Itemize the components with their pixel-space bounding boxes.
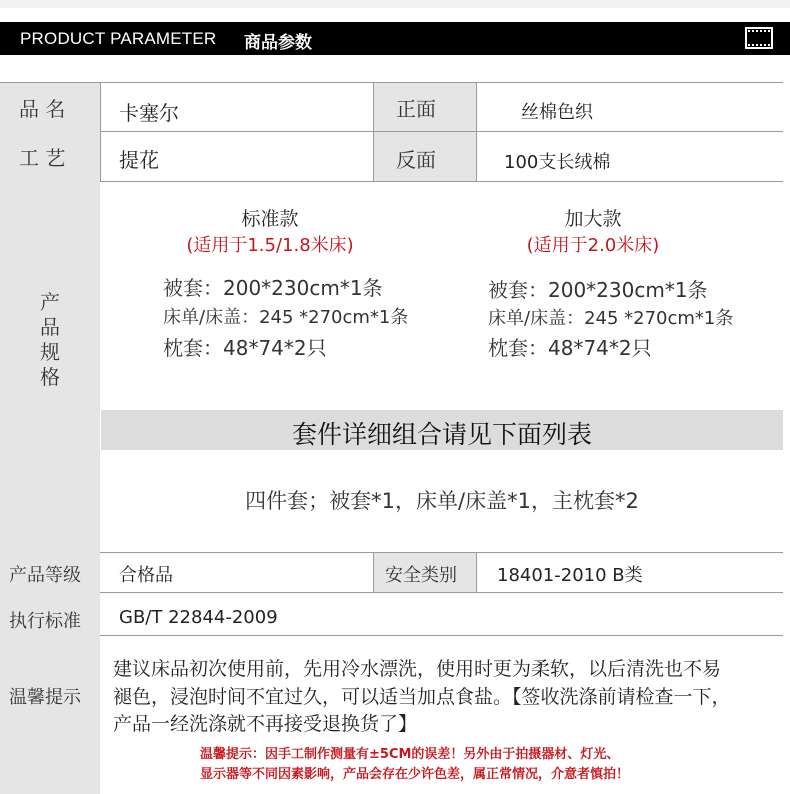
standard-spec-pillow: 枕套：48*74*2只 bbox=[163, 336, 327, 360]
craft-value: 提花 bbox=[119, 148, 159, 172]
product-name-label: 品 名 bbox=[19, 97, 66, 121]
grid-line bbox=[100, 635, 783, 636]
spec-label bbox=[38, 290, 62, 390]
grade-label: 产品等级 bbox=[9, 565, 81, 586]
grade-value: 合格品 bbox=[119, 565, 173, 586]
grid-line bbox=[100, 181, 783, 182]
grid-line bbox=[100, 131, 783, 132]
product-name-value: 卡塞尔 bbox=[119, 101, 179, 125]
spec-label-char: 规 bbox=[40, 340, 60, 364]
warning-note: 温馨提示：因手工制作测量有±5CM的误差！另外由于拍摄器材、灯光、 bbox=[200, 747, 620, 762]
back-label: 反面 bbox=[396, 148, 436, 172]
film-icon bbox=[745, 27, 773, 49]
large-spec-sheet: 床单/床盖：245 *270cm*1条 bbox=[488, 308, 734, 329]
safety-label: 安全类别 bbox=[385, 565, 457, 586]
combo-banner bbox=[101, 410, 783, 450]
tips-line: 产品一经洗涤就不再接受退换货了】 bbox=[113, 713, 418, 735]
front-label: 正面 bbox=[396, 97, 436, 121]
tips-line: 褪色，浸泡时间不宜过久，可以适当加点食盐。【签收洗涤前请检查一下， bbox=[113, 686, 731, 708]
spec-label-char: 产 bbox=[40, 290, 60, 314]
large-size-title: 加大款 bbox=[564, 208, 622, 230]
grid-line bbox=[100, 552, 783, 553]
exec-standard-label: 执行标准 bbox=[9, 611, 81, 632]
front-value: 丝棉色织 bbox=[521, 102, 593, 123]
safety-value: 18401-2010 B类 bbox=[497, 565, 643, 586]
grid-line bbox=[100, 82, 101, 181]
standard-size-title: 标准款 bbox=[241, 208, 299, 230]
top-strip bbox=[0, 0, 790, 8]
large-size-subtitle: (适用于2.0米床) bbox=[526, 235, 660, 256]
back-value: 100支长绒棉 bbox=[504, 152, 611, 173]
header-bar bbox=[0, 22, 790, 55]
tips-line: 建议床品初次使用前，先用冷水漂洗，使用时更为柔软，以后清洗也不易 bbox=[113, 658, 722, 680]
grid-line bbox=[100, 592, 783, 593]
large-spec-pillow: 枕套：48*74*2只 bbox=[488, 336, 652, 360]
standard-spec-duvet: 被套：200*230cm*1条 bbox=[163, 276, 383, 300]
standard-spec-sheet: 床单/床盖：245 *270cm*1条 bbox=[163, 307, 409, 328]
header-title-cn: 商品参数 bbox=[244, 33, 312, 53]
large-spec-duvet: 被套：200*230cm*1条 bbox=[488, 278, 708, 302]
header-title-en: PRODUCT PARAMETER bbox=[20, 29, 217, 48]
tips-label: 温馨提示 bbox=[9, 687, 81, 708]
grid-line bbox=[373, 82, 374, 181]
grid-line bbox=[0, 82, 783, 83]
spec-label-char: 品 bbox=[40, 315, 60, 339]
combo-banner-text: 套件详细组合请见下面列表 bbox=[291, 420, 592, 449]
combo-text: 四件套；被套*1，床单/床盖*1，主枕套*2 bbox=[245, 489, 639, 513]
grid-line bbox=[476, 552, 477, 592]
exec-standard-value: GB/T 22844-2009 bbox=[119, 607, 278, 628]
grid-line bbox=[476, 82, 477, 181]
craft-label: 工 艺 bbox=[19, 146, 66, 170]
standard-size-subtitle: (适用于1.5/1.8米床) bbox=[186, 235, 354, 256]
grid-line bbox=[373, 552, 374, 592]
spec-label-char: 格 bbox=[40, 365, 60, 389]
warning-note: 显示器等不同因素影响，产品会存在少许色差，属正常情况，介意者慎拍！ bbox=[200, 767, 630, 782]
